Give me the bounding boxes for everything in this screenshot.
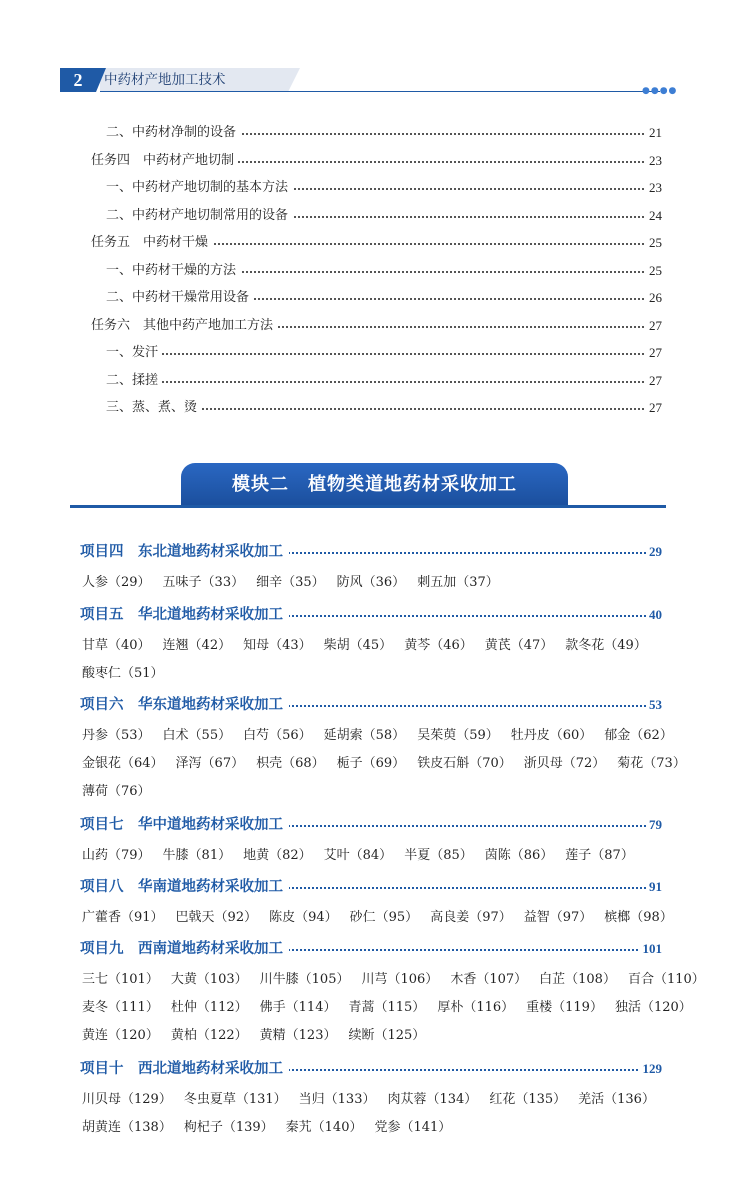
herb-entry[interactable]: 吴茱萸（59） xyxy=(417,728,499,743)
project-entry[interactable] xyxy=(0,693,750,717)
toc-entry-page: 27 xyxy=(649,372,662,388)
herb-entry[interactable]: 五味子（33） xyxy=(162,575,245,590)
herb-entry[interactable]: 牡丹皮（60） xyxy=(510,728,593,743)
herb-entry[interactable]: 枸杞子（139） xyxy=(183,1120,274,1135)
herb-entry[interactable]: 人参（29） xyxy=(82,575,151,590)
project-entry[interactable] xyxy=(0,875,750,899)
project-entry[interactable] xyxy=(0,813,750,837)
herb-entry[interactable]: 薄荷（76） xyxy=(82,784,151,799)
herb-entry[interactable]: 秦艽（140） xyxy=(285,1120,363,1135)
herb-entry[interactable]: 木香（107） xyxy=(450,972,528,987)
project-entry[interactable] xyxy=(0,937,750,961)
herb-entry[interactable]: 川芎（106） xyxy=(361,972,439,987)
toc-entry[interactable] xyxy=(0,313,750,339)
toc-entry-page: 27 xyxy=(649,317,662,333)
herb-entry[interactable]: 厚朴（116） xyxy=(437,1000,515,1015)
herb-entry[interactable]: 广藿香（91） xyxy=(82,910,164,925)
herb-entry[interactable]: 黄连（120） xyxy=(82,1028,159,1043)
toc-entry-label: 任务四 中药材产地切制 xyxy=(91,148,238,174)
toc-leader-dots xyxy=(106,381,644,383)
herb-entry[interactable]: 青蒿（115） xyxy=(348,1000,426,1015)
herb-entry[interactable]: 大黄（103） xyxy=(170,972,248,987)
herb-entry[interactable]: 黄柏（122） xyxy=(170,1028,248,1043)
herb-entry[interactable]: 冬虫夏草（131） xyxy=(183,1092,287,1107)
herb-entry[interactable]: 半夏（85） xyxy=(404,848,473,863)
project-page: 79 xyxy=(649,817,662,832)
herb-list-line xyxy=(82,779,682,805)
toc-entry-page: 21 xyxy=(649,125,662,140)
module-title: 模块二 植物类道地药材采收加工 xyxy=(232,474,517,495)
herb-entry[interactable]: 肉苁蓉（134） xyxy=(387,1092,478,1107)
herb-entry[interactable]: 麦冬（111） xyxy=(82,1000,159,1015)
toc-entry-page: 27 xyxy=(649,400,662,415)
herb-entry[interactable]: 三七（101） xyxy=(82,972,159,987)
book-title: 中药材产地加工技术 xyxy=(104,72,226,88)
herb-entry[interactable]: 陈皮（94） xyxy=(269,910,338,925)
herb-entry[interactable]: 地黄（82） xyxy=(243,848,312,863)
project-page: 101 xyxy=(642,941,662,956)
herb-entry[interactable]: 胡黄连（138） xyxy=(82,1120,172,1135)
herb-entry[interactable]: 柴胡（45） xyxy=(323,638,393,653)
toc-entry-label: 二、中药材净制的设备 xyxy=(106,120,240,146)
toc-entry-page: 26 xyxy=(649,290,662,305)
herb-entry[interactable]: 续断（125） xyxy=(348,1028,426,1043)
herb-entry[interactable]: 枳壳（68） xyxy=(256,756,325,771)
herb-entry[interactable]: 艾叶（84） xyxy=(323,848,393,863)
toc-entry[interactable] xyxy=(0,175,750,201)
herb-entry[interactable]: 佛手（114） xyxy=(259,1000,337,1015)
toc-entry-page: 23 xyxy=(649,152,662,168)
herb-entry[interactable]: 羌活（136） xyxy=(578,1092,655,1107)
project-title: 项目七 华中道地药材采收加工 xyxy=(80,813,289,837)
herb-entry[interactable]: 巴戟天（92） xyxy=(175,910,258,925)
herb-entry[interactable]: 山药（79） xyxy=(82,848,151,863)
herb-entry[interactable]: 泽泻（67） xyxy=(175,756,245,771)
module-rule xyxy=(70,505,666,508)
toc-entry-label: 二、揉搓 xyxy=(106,368,162,394)
herb-entry[interactable]: 茵陈（86） xyxy=(484,848,554,863)
project-page: 29 xyxy=(649,544,662,559)
toc-entry-label: 二、中药材干燥常用设备 xyxy=(106,285,253,311)
herb-entry[interactable]: 栀子（69） xyxy=(336,756,406,771)
project-page: 91 xyxy=(649,879,662,894)
herb-entry[interactable]: 红花（135） xyxy=(489,1092,567,1107)
herb-entry[interactable]: 百合（110） xyxy=(627,972,705,987)
project-title: 项目五 华北道地药材采收加工 xyxy=(80,603,289,627)
toc-entry-page: 24 xyxy=(649,207,662,223)
module-banner xyxy=(181,463,568,506)
herb-entry[interactable]: 牛膝（81） xyxy=(162,848,232,863)
herb-entry[interactable]: 益智（97） xyxy=(523,910,593,925)
herb-list-line xyxy=(82,1087,682,1113)
herb-entry[interactable]: 丹参（53） xyxy=(82,728,151,743)
herb-entry[interactable]: 白芍（56） xyxy=(243,728,312,743)
herb-entry[interactable]: 酸枣仁（51） xyxy=(82,666,164,681)
header-rule xyxy=(100,91,660,92)
herb-entry[interactable]: 川贝母（129） xyxy=(82,1092,172,1107)
toc-leader-dots xyxy=(106,353,644,355)
herb-entry[interactable]: 防风（36） xyxy=(336,575,406,590)
herb-list-line xyxy=(82,1023,682,1049)
project-title: 项目十 西北道地药材采收加工 xyxy=(80,1057,289,1081)
project-entry[interactable] xyxy=(0,540,750,564)
toc-entry[interactable] xyxy=(0,368,750,394)
page-header xyxy=(60,68,678,96)
herb-entry[interactable]: 高良姜（97） xyxy=(430,910,512,925)
herb-entry[interactable]: 刺五加（37） xyxy=(417,575,499,590)
herb-list-line xyxy=(82,995,692,1021)
herb-entry[interactable]: 浙贝母（72） xyxy=(523,756,606,771)
herb-entry[interactable]: 甘草（40） xyxy=(82,638,151,653)
herb-list-line xyxy=(82,723,682,749)
herb-entry[interactable]: 独活（120） xyxy=(614,1000,692,1015)
herb-entry[interactable]: 郁金（62） xyxy=(604,728,673,743)
herb-entry[interactable]: 细辛（35） xyxy=(256,575,325,590)
toc-entry[interactable] xyxy=(0,203,750,229)
herb-entry[interactable]: 连翘（42） xyxy=(162,638,232,653)
herb-entry[interactable]: 金银花（64） xyxy=(82,756,164,771)
toc-entry-page: 27 xyxy=(649,345,662,360)
herb-entry[interactable]: 款冬花（49） xyxy=(565,638,647,653)
herb-entry[interactable]: 砂仁（95） xyxy=(349,910,419,925)
toc-entry-label: 任务五 中药材干燥 xyxy=(91,230,212,256)
herb-entry[interactable]: 白术（55） xyxy=(162,728,232,743)
project-entry[interactable] xyxy=(0,1057,750,1081)
toc-entry[interactable] xyxy=(0,395,750,421)
toc-entry-label: 一、中药材干燥的方法 xyxy=(106,258,240,284)
herb-entry[interactable]: 当归（133） xyxy=(298,1092,376,1107)
project-page: 129 xyxy=(642,1061,662,1076)
toc-entry-label: 二、中药材产地切制常用的设备 xyxy=(106,203,292,229)
toc-entry-page: 25 xyxy=(649,235,662,250)
toc-entry-page: 23 xyxy=(649,180,662,195)
herb-entry[interactable]: 菊花（73） xyxy=(617,756,686,771)
toc-entry[interactable] xyxy=(0,148,750,174)
project-title: 项目四 东北道地药材采收加工 xyxy=(80,540,289,564)
toc-entry[interactable] xyxy=(0,340,750,366)
project-title: 项目八 华南道地药材采收加工 xyxy=(80,875,289,899)
toc-entry-label: 任务六 其他中药产地加工方法 xyxy=(91,313,277,339)
header-dots-ornament: ●●●● xyxy=(642,86,678,96)
toc-entry[interactable] xyxy=(0,120,750,146)
project-title: 项目六 华东道地药材采收加工 xyxy=(80,693,289,717)
toc-entry-label: 一、中药材产地切制的基本方法 xyxy=(106,175,292,201)
herb-list-line xyxy=(82,570,682,596)
herb-entry[interactable]: 川牛膝（105） xyxy=(259,972,350,987)
herb-list-line xyxy=(82,633,682,659)
project-page: 53 xyxy=(649,697,662,712)
herb-list-line xyxy=(82,1115,682,1141)
herb-entry[interactable]: 黄精（123） xyxy=(259,1028,337,1043)
herb-list-line xyxy=(82,661,682,687)
herb-entry[interactable]: 白芷（108） xyxy=(539,972,616,987)
herb-entry[interactable]: 黄芪（47） xyxy=(484,638,554,653)
toc-entry[interactable] xyxy=(0,258,750,284)
toc-entry-label: 一、发汗 xyxy=(106,340,162,366)
herb-list-line xyxy=(82,843,682,869)
project-page: 40 xyxy=(649,607,662,622)
herb-entry[interactable]: 黄芩（46） xyxy=(404,638,473,653)
herb-list-line xyxy=(82,751,686,777)
toc-entry[interactable] xyxy=(0,285,750,311)
toc-entry[interactable] xyxy=(0,230,750,256)
project-entry[interactable] xyxy=(0,603,750,627)
herb-entry[interactable]: 重楼（119） xyxy=(526,1000,603,1015)
project-title: 项目九 西南道地药材采收加工 xyxy=(80,937,289,961)
herb-list-line xyxy=(82,967,705,993)
herb-entry[interactable]: 杜仲（112） xyxy=(170,1000,248,1015)
toc-entry-label: 三、蒸、煮、烫 xyxy=(106,395,201,421)
herb-entry[interactable]: 槟榔（98） xyxy=(604,910,673,925)
herb-entry[interactable]: 铁皮石斛（70） xyxy=(417,756,512,771)
herb-entry[interactable]: 知母（43） xyxy=(243,638,312,653)
herb-entry[interactable]: 党参（141） xyxy=(374,1120,452,1135)
herb-list-line xyxy=(82,905,682,931)
toc-entry-page: 25 xyxy=(649,262,662,278)
herb-entry[interactable]: 延胡索（58） xyxy=(323,728,406,743)
herb-entry[interactable]: 莲子（87） xyxy=(565,848,634,863)
page-number: 2 xyxy=(60,68,96,92)
